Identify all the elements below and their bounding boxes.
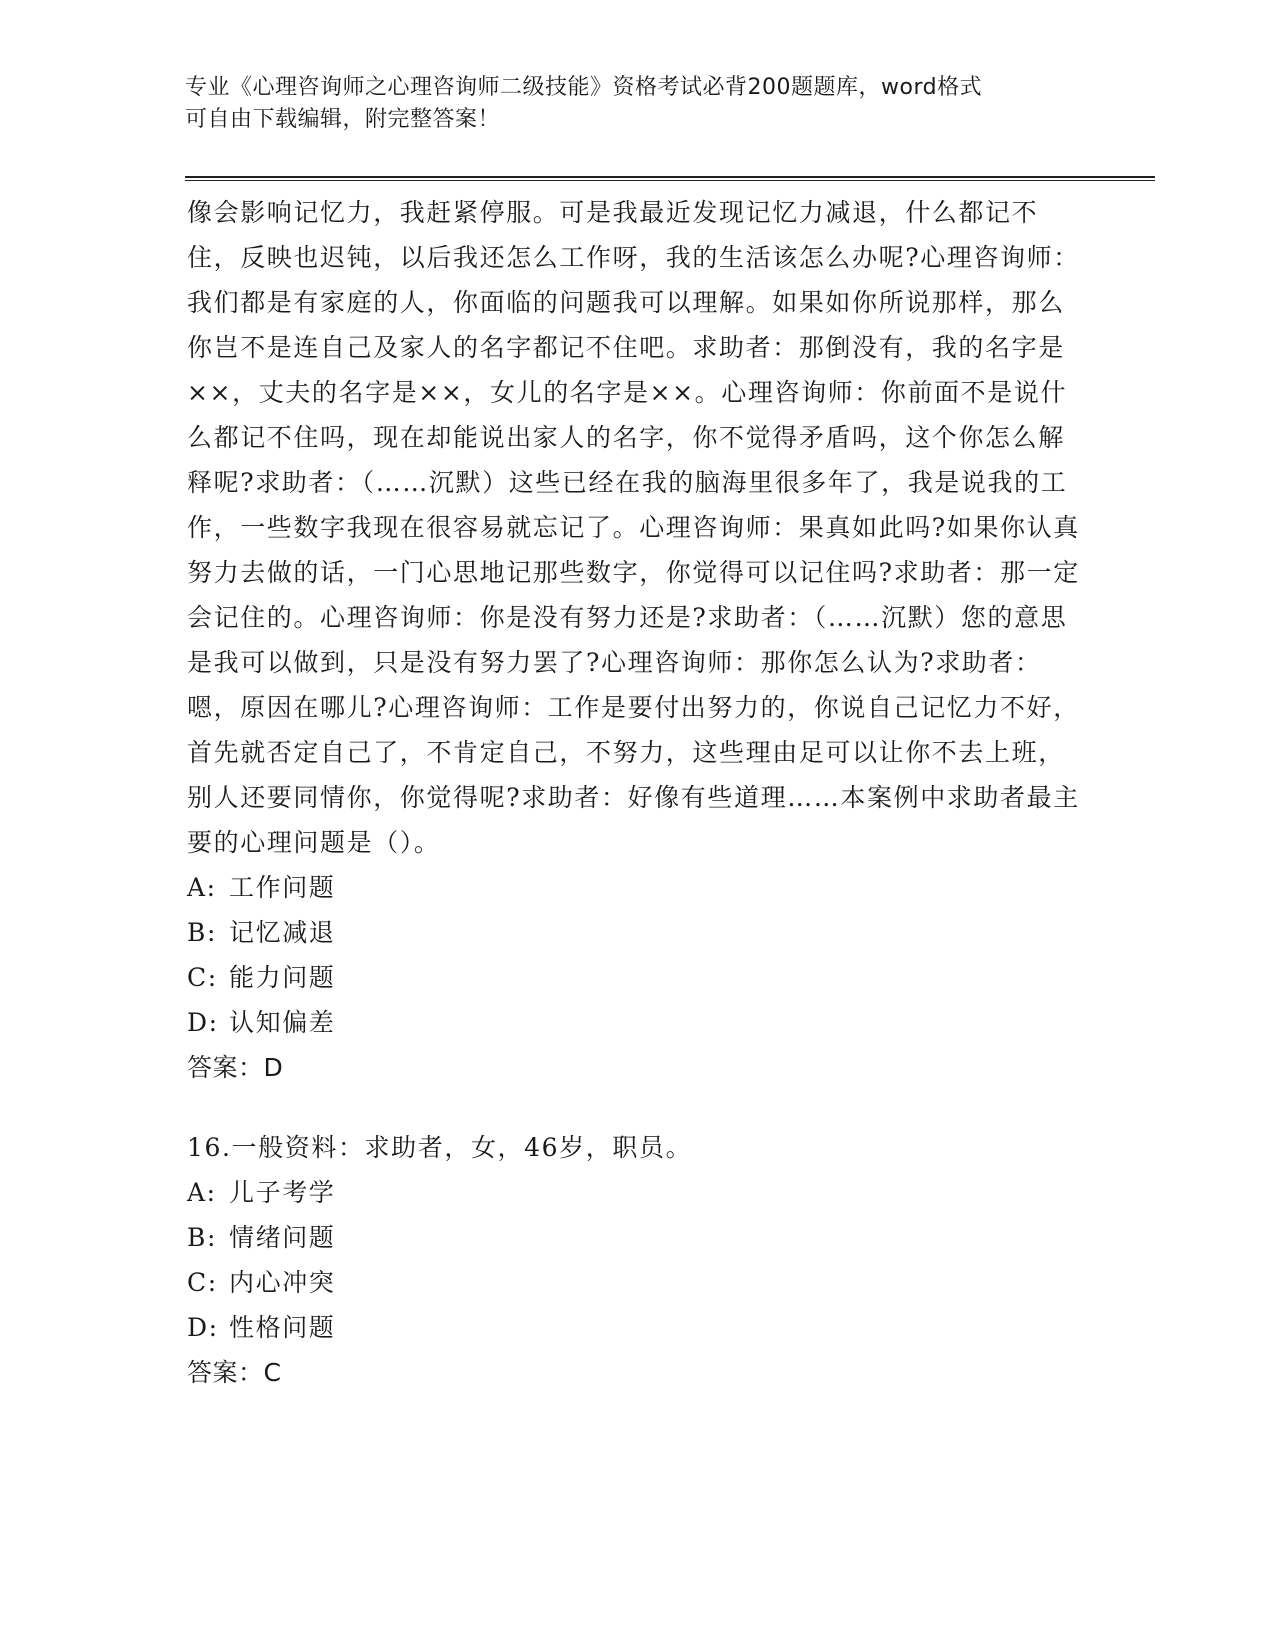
option-key: D: [187,1313,219,1342]
document-header [185,72,1085,136]
option-key: A: [187,873,217,902]
option-key: C: [187,963,218,992]
option-key: B: [187,1223,217,1252]
answer-line: 答案：D [187,1053,284,1082]
option-b [187,1215,1087,1260]
option-a [187,1170,1087,1215]
option-key: B: [187,918,217,947]
option-key: A: [187,1178,217,1207]
option-d [187,1000,1087,1045]
question-text: 16.一般资料：求助者，女，46岁，职员。 [187,1133,693,1162]
option-b [187,910,1087,955]
option-list [187,1170,1087,1350]
option-text: 工作问题 [229,873,336,902]
option-d [187,1305,1087,1350]
question-15 [187,190,1087,1090]
option-a [187,865,1087,910]
option-text: 记忆减退 [229,918,336,947]
option-key: D: [187,1008,219,1037]
answer-line: 答案：C [187,1358,282,1387]
option-key: C: [187,1268,218,1297]
header-title-line-2: 可自由下载编辑，附完整答案！ [185,107,501,132]
header-title-line-1: 专业《心理咨询师之心理咨询师二级技能》资格考试必背200题题库，word格式 [185,75,983,100]
option-text: 能力问题 [229,963,336,992]
option-text: 情绪问题 [229,1223,336,1252]
option-c [187,955,1087,1000]
option-text: 儿子考学 [229,1178,336,1207]
option-list [187,865,1087,1045]
option-text: 性格问题 [229,1313,336,1342]
question-16 [187,1125,1087,1395]
option-c [187,1260,1087,1305]
question-text: 像会影响记忆力，我赶紧停服。可是我最近发现记忆力减退，什么都记不住，反映也迟钝，以后我还怎么工作呀，我的生活该怎么办呢?心理咨询师：我们都是有家庭的人，你面临的问题我可以理解。如果如你所说那样，那么你岂不是连自己及家人的名字都记不住吧。求助者：那倒没有，我的名字是××，丈夫的名字是××，女儿的名字是××。心理咨询师：你前面不是说什么都记不住吗，现在却能说出家人的名字，你不觉得矛盾吗，这个你怎么解释呢?求助者：（……沉默）这些已经在我的脑海里很多年了，我是说我的工作，一些数字我现在很容易就忘记了。心理咨询师：果真如此吗?如果你认真努力去做的话，一门心思地记那些数字，你觉得可以记住吗?求助者：那一定会记住的。心理咨询师：你是没有努力还是?求助者：（……沉默）您的意思是我可以做到，只是没有努力罢了?心理咨询师：那你怎么认为?求助者：嗯，原因在哪儿?心理咨询师：工作是要付出努力的，你说自己记忆力不好，首先就否定自己了，不肯定自己，不努力，这些理由足可以让你不去上班，别人还要同情你，你觉得呢?求助者：好像有些道理……本案例中求助者最主要的心理问题是（）。 [187,198,1080,857]
header-divider [185,176,1155,181]
document-body [187,190,1087,1395]
option-text: 认知偏差 [229,1008,336,1037]
option-text: 内心冲突 [229,1268,336,1297]
